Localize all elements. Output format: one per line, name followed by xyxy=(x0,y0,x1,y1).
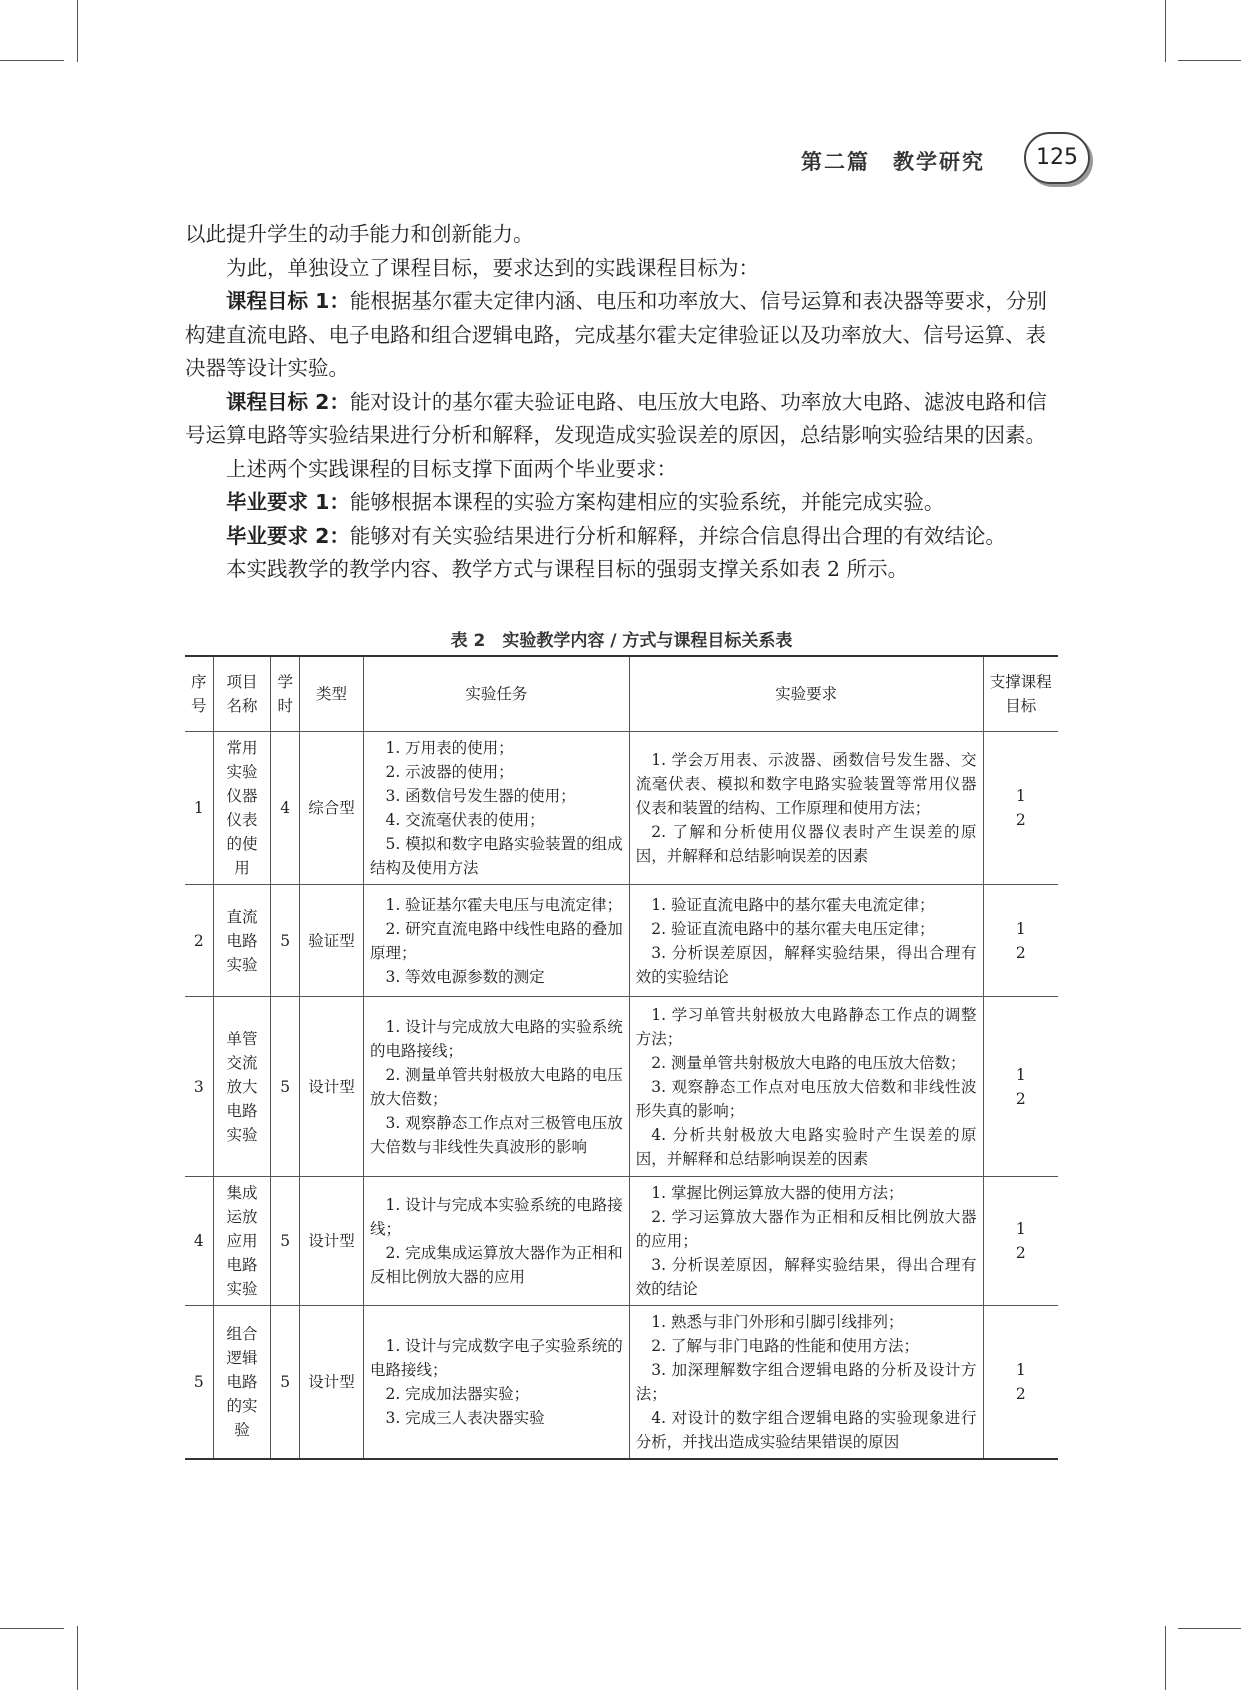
requirement-item: 4. 对设计的数字组合逻辑电路的实验现象进行分析，并找出造成实验结果错误的原因 xyxy=(635,1409,977,1451)
paragraph-text: 上述两个实践课程的目标支撑下面两个毕业要求： xyxy=(226,456,677,481)
goal-cell xyxy=(983,1177,1058,1306)
task-cell xyxy=(363,997,629,1177)
table-caption: 表 2 实验教学内容 / 方式与课程目标关系表 xyxy=(450,631,793,651)
row-number: 3 xyxy=(185,997,213,1177)
page-header xyxy=(760,132,1090,192)
column-header: 项目名称 xyxy=(213,656,271,732)
crop-mark xyxy=(0,60,64,61)
requirement-item: 2. 验证直流电路中的基尔霍夫电压定律； xyxy=(651,919,935,938)
goal-item: 2 xyxy=(1015,1385,1026,1403)
requirement-item: 4. 分析共射极放大电路实验时产生误差的原因，并解释和总结影响误差的因素 xyxy=(635,1125,977,1168)
task-item: 2. 完成加法器实验； xyxy=(385,1385,530,1403)
experiment-type: 验证型 xyxy=(300,885,364,997)
crop-mark xyxy=(1165,0,1166,62)
goal-item: 1 xyxy=(1015,1361,1026,1379)
paragraph-text: 本实践教学的教学内容、教学方式与课程目标的强弱支撑关系如表 2 所示。 xyxy=(226,557,909,581)
goal-cell xyxy=(983,885,1058,997)
requirement-item: 3. 加深理解数字组合逻辑电路的分析及设计方法； xyxy=(635,1361,977,1403)
paragraph xyxy=(185,218,1058,252)
goal-cell xyxy=(983,732,1058,885)
project-name: 常用实验仪器仪表的使用 xyxy=(213,732,271,885)
task-item: 1. 设计与完成本实验系统的电路接线； xyxy=(369,1196,623,1238)
goal-item: 1 xyxy=(1015,1065,1026,1084)
requirement-cell xyxy=(629,997,983,1177)
goal-item: 2 xyxy=(1015,811,1026,829)
task-item: 1. 万用表的使用； xyxy=(385,739,514,757)
task-item: 5. 模拟和数字电路实验装置的组成结构及使用方法 xyxy=(369,835,623,877)
hours: 5 xyxy=(271,885,300,997)
paragraph xyxy=(185,453,1058,487)
requirement-item: 3. 分析误差原因，解释实验结果，得出合理有效的结论 xyxy=(635,1256,977,1298)
goal-item: 1 xyxy=(1015,1220,1026,1238)
crop-mark xyxy=(1165,1626,1166,1690)
task-item: 1. 验证基尔霍夫电压与电流定律； xyxy=(385,895,623,914)
row-number: 1 xyxy=(185,732,213,885)
goal-cell xyxy=(983,1306,1058,1460)
row-number: 2 xyxy=(185,885,213,997)
paragraph xyxy=(185,486,1058,520)
hours: 5 xyxy=(271,997,300,1177)
paragraph-keyword: 毕业要求 1： xyxy=(226,490,350,514)
table-row xyxy=(185,1306,1058,1460)
row-number: 4 xyxy=(185,1177,213,1306)
crop-mark xyxy=(1178,60,1241,61)
page-number: 125 xyxy=(1024,132,1090,184)
goal-item: 1 xyxy=(1015,787,1026,805)
table-row xyxy=(185,885,1058,997)
project-name: 单管交流放大电路实验 xyxy=(213,997,271,1177)
hours: 4 xyxy=(271,732,300,885)
paragraph xyxy=(185,520,1058,554)
paragraph-text: 为此，单独设立了课程目标，要求达到的实践课程目标为： xyxy=(226,255,759,280)
task-cell xyxy=(363,1177,629,1306)
requirement-item: 2. 了解和分析使用仪器仪表时产生误差的原因，并解释和总结影响误差的因素 xyxy=(635,823,977,865)
crop-mark xyxy=(0,1628,64,1629)
task-item: 3. 完成三人表决器实验 xyxy=(385,1409,545,1427)
requirement-item: 3. 分析误差原因，解释实验结果，得出合理有效的实验结论 xyxy=(635,943,977,986)
task-item: 2. 完成集成运算放大器作为正相和反相比例放大器的应用 xyxy=(369,1244,623,1286)
goal-item: 2 xyxy=(1015,1244,1026,1262)
goal-item: 1 xyxy=(1015,919,1026,938)
requirement-item: 1. 学会万用表、示波器、函数信号发生器、交流毫伏表、模拟和数字电路实验装置等常用仪器仪表和装置的结构、工作原理和使用方法； xyxy=(635,751,977,817)
paragraph-text: 能够根据本课程的实验方案构建相应的实验系统，并能完成实验。 xyxy=(349,490,945,514)
experiment-type: 设计型 xyxy=(300,997,364,1177)
project-name: 组合逻辑电路的实验 xyxy=(213,1306,271,1460)
experiment-type: 设计型 xyxy=(300,1306,364,1460)
paragraph-text: 能根据基尔霍夫定律内涵、电压和功率放大、信号运算和表决器等要求，分别构建直流电路、电子电路和组合逻辑电路，完成基尔霍夫定律验证以及功率放大、信号运算、表决器等设计实验。 xyxy=(185,289,1047,380)
paragraph-keyword: 课程目标 2： xyxy=(226,389,350,414)
table-row xyxy=(185,997,1058,1177)
column-header: 实验任务 xyxy=(363,656,629,732)
paragraph xyxy=(185,386,1058,453)
relation-table xyxy=(185,655,1058,1460)
requirement-item: 2. 学习运算放大器作为正相和反相比例放大器的应用； xyxy=(635,1208,977,1250)
body-text xyxy=(185,218,1058,587)
column-header: 支撑课程目标 xyxy=(983,656,1058,732)
requirement-cell xyxy=(629,885,983,997)
goal-cell xyxy=(983,997,1058,1177)
paragraph-text: 能对设计的基尔霍夫验证电路、电压放大电路、功率放大电路、滤波电路和信号运算电路等实验结果进行分析和解释，发现造成实验误差的原因，总结影响实验结果的因素。 xyxy=(185,389,1047,447)
hours: 5 xyxy=(271,1177,300,1306)
task-item: 2. 测量单管共射极放大电路的电压放大倍数； xyxy=(369,1065,623,1108)
experiment-type: 设计型 xyxy=(300,1177,364,1306)
table-body xyxy=(185,732,1058,1460)
requirement-cell xyxy=(629,1177,983,1306)
goal-item: 2 xyxy=(1015,943,1026,962)
paragraph xyxy=(185,553,1058,587)
row-number: 5 xyxy=(185,1306,213,1460)
table-row xyxy=(185,732,1058,885)
task-item: 4. 交流毫伏表的使用； xyxy=(385,811,545,829)
task-item: 3. 函数信号发生器的使用； xyxy=(385,787,576,805)
paragraph-text: 以此提升学生的动手能力和创新能力。 xyxy=(185,222,534,246)
crop-mark xyxy=(1178,1628,1241,1629)
hours: 5 xyxy=(271,1306,300,1460)
column-header: 序号 xyxy=(185,656,213,732)
requirement-item: 2. 测量单管共射极放大电路的电压放大倍数； xyxy=(651,1053,966,1072)
requirement-item: 1. 熟悉与非门外形和引脚引线排列； xyxy=(651,1313,904,1331)
requirement-item: 2. 了解与非门电路的性能和使用方法； xyxy=(651,1337,919,1355)
goal-item: 2 xyxy=(1015,1089,1026,1108)
task-cell xyxy=(363,885,629,997)
paragraph-keyword: 课程目标 1： xyxy=(226,289,350,313)
crop-mark xyxy=(77,1626,78,1690)
column-header: 学时 xyxy=(271,656,300,732)
part-title: 第二篇 教学研究 xyxy=(801,150,985,174)
paragraph-text: 能够对有关实验结果进行分析和解释，并综合信息得出合理的有效结论。 xyxy=(349,523,1006,548)
task-item: 2. 示波器的使用； xyxy=(385,763,514,781)
table-row xyxy=(185,1177,1058,1306)
task-item: 1. 设计与完成放大电路的实验系统的电路接线； xyxy=(369,1017,623,1060)
task-item: 3. 等效电源参数的测定 xyxy=(385,967,545,986)
column-header: 实验要求 xyxy=(629,656,983,732)
task-item: 1. 设计与完成数字电子实验系统的电路接线； xyxy=(369,1337,623,1379)
requirement-cell xyxy=(629,1306,983,1460)
requirement-item: 1. 学习单管共射极放大电路静态工作点的调整方法； xyxy=(635,1005,977,1048)
table-header-row xyxy=(185,656,1058,732)
requirement-cell xyxy=(629,732,983,885)
task-item: 3. 观察静态工作点对三极管电压放大倍数与非线性失真波形的影响 xyxy=(369,1113,623,1156)
task-cell xyxy=(363,732,629,885)
project-name: 集成运放应用电路实验 xyxy=(213,1177,271,1306)
column-header: 类型 xyxy=(300,656,364,732)
crop-mark xyxy=(77,0,78,62)
requirement-item: 1. 掌握比例运算放大器的使用方法； xyxy=(651,1184,904,1202)
paragraph xyxy=(185,252,1058,286)
requirement-item: 1. 验证直流电路中的基尔霍夫电流定律； xyxy=(651,895,935,914)
project-name: 直流电路实验 xyxy=(213,885,271,997)
task-item: 2. 研究直流电路中线性电路的叠加原理； xyxy=(369,919,623,962)
experiment-type: 综合型 xyxy=(300,732,364,885)
paragraph xyxy=(185,285,1058,386)
requirement-item: 3. 观察静态工作点对电压放大倍数和非线性波形失真的影响； xyxy=(635,1077,977,1120)
paragraph-keyword: 毕业要求 2： xyxy=(226,523,350,548)
task-cell xyxy=(363,1306,629,1460)
